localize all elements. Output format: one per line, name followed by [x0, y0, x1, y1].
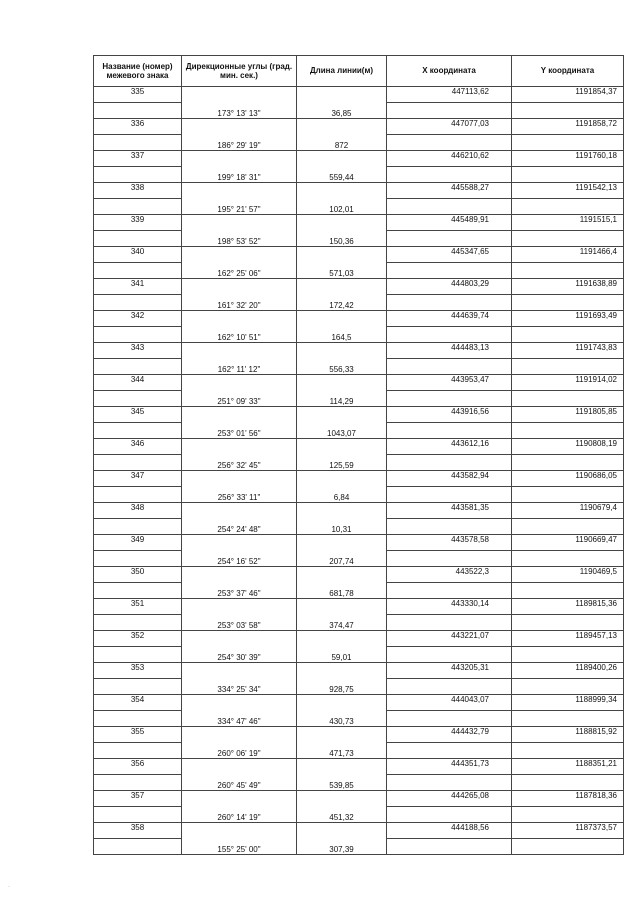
- line-length: 207,74: [297, 551, 387, 567]
- point-name: 349: [94, 535, 182, 551]
- point-name: 339: [94, 215, 182, 231]
- empty-cell: [182, 695, 297, 711]
- direction-angle: 254° 16' 52": [182, 551, 297, 567]
- table-row: [94, 327, 624, 343]
- point-name: 341: [94, 279, 182, 295]
- empty-cell: [182, 663, 297, 679]
- empty-cell: [297, 215, 387, 231]
- empty-cell: [512, 807, 624, 823]
- direction-angle: 260° 06' 19": [182, 743, 297, 759]
- x-coordinate: 444265,08: [387, 791, 512, 807]
- y-coordinate: 1190686,05: [512, 471, 624, 487]
- direction-angle: 260° 45' 49": [182, 775, 297, 791]
- x-coordinate: 444803,29: [387, 279, 512, 295]
- y-coordinate: 1188351,21: [512, 759, 624, 775]
- point-name: 337: [94, 151, 182, 167]
- table-row: [94, 599, 624, 615]
- empty-cell: [182, 471, 297, 487]
- table-row: [94, 135, 624, 151]
- empty-cell: [387, 839, 512, 855]
- table-row: [94, 535, 624, 551]
- line-length: 430,73: [297, 711, 387, 727]
- empty-cell: [297, 407, 387, 423]
- table-row: [94, 391, 624, 407]
- line-length: 1043,07: [297, 423, 387, 439]
- empty-cell: [297, 439, 387, 455]
- header-x: X координата: [387, 56, 512, 87]
- empty-cell: [94, 135, 182, 151]
- empty-cell: [182, 535, 297, 551]
- direction-angle: 256° 33' 11": [182, 487, 297, 503]
- table-row: [94, 231, 624, 247]
- direction-angle: 186° 29' 19": [182, 135, 297, 151]
- empty-cell: [512, 359, 624, 375]
- empty-cell: [94, 679, 182, 695]
- direction-angle: 253° 01' 56": [182, 423, 297, 439]
- point-name: 342: [94, 311, 182, 327]
- empty-cell: [387, 167, 512, 183]
- empty-cell: [182, 343, 297, 359]
- line-length: 928,75: [297, 679, 387, 695]
- empty-cell: [512, 167, 624, 183]
- x-coordinate: 444043,07: [387, 695, 512, 711]
- y-coordinate: 1190669,47: [512, 535, 624, 551]
- empty-cell: [94, 487, 182, 503]
- y-coordinate: 1190469,5: [512, 567, 624, 583]
- empty-cell: [182, 631, 297, 647]
- x-coordinate: 443522,3: [387, 567, 512, 583]
- empty-cell: [297, 727, 387, 743]
- y-coordinate: 1187373,57: [512, 823, 624, 839]
- empty-cell: [387, 423, 512, 439]
- empty-cell: [297, 279, 387, 295]
- direction-angle: 253° 03' 58": [182, 615, 297, 631]
- empty-cell: [297, 375, 387, 391]
- empty-cell: [297, 471, 387, 487]
- table-row: [94, 87, 624, 103]
- y-coordinate: 1189815,36: [512, 599, 624, 615]
- empty-cell: [297, 791, 387, 807]
- x-coordinate: 444483,13: [387, 343, 512, 359]
- empty-cell: [182, 823, 297, 839]
- line-length: 150,36: [297, 231, 387, 247]
- table-row: [94, 119, 624, 135]
- empty-cell: [512, 391, 624, 407]
- direction-angle: 198° 53' 52": [182, 231, 297, 247]
- empty-cell: [297, 503, 387, 519]
- empty-cell: [182, 247, 297, 263]
- empty-cell: [297, 311, 387, 327]
- empty-cell: [94, 167, 182, 183]
- y-coordinate: 1191805,85: [512, 407, 624, 423]
- y-coordinate: 1188999,34: [512, 695, 624, 711]
- empty-cell: [297, 599, 387, 615]
- empty-cell: [94, 423, 182, 439]
- table-row: [94, 647, 624, 663]
- empty-cell: [94, 327, 182, 343]
- empty-cell: [94, 295, 182, 311]
- header-name: Название (номер) межевого знака: [94, 56, 182, 87]
- direction-angle: 162° 11' 12": [182, 359, 297, 375]
- empty-cell: [297, 343, 387, 359]
- empty-cell: [512, 327, 624, 343]
- empty-cell: [297, 247, 387, 263]
- point-name: 354: [94, 695, 182, 711]
- x-coordinate: 444639,74: [387, 311, 512, 327]
- direction-angle: 173° 13' 13": [182, 103, 297, 119]
- table-row: [94, 839, 624, 855]
- point-name: 338: [94, 183, 182, 199]
- table-row: [94, 807, 624, 823]
- page-mark: ·: [8, 884, 10, 890]
- direction-angle: 256° 32' 45": [182, 455, 297, 471]
- empty-cell: [512, 295, 624, 311]
- direction-angle: 260° 14' 19": [182, 807, 297, 823]
- empty-cell: [182, 183, 297, 199]
- table-row: [94, 151, 624, 167]
- empty-cell: [387, 583, 512, 599]
- line-length: 471,73: [297, 743, 387, 759]
- empty-cell: [387, 391, 512, 407]
- empty-cell: [512, 711, 624, 727]
- line-length: 164,5: [297, 327, 387, 343]
- y-coordinate: 1191914,02: [512, 375, 624, 391]
- line-length: 681,78: [297, 583, 387, 599]
- line-length: 10,31: [297, 519, 387, 535]
- table-row: [94, 263, 624, 279]
- empty-cell: [94, 615, 182, 631]
- table-row: [94, 359, 624, 375]
- empty-cell: [297, 759, 387, 775]
- direction-angle: 251° 09' 33": [182, 391, 297, 407]
- empty-cell: [182, 439, 297, 455]
- point-name: 346: [94, 439, 182, 455]
- line-length: 6,84: [297, 487, 387, 503]
- y-coordinate: 1190679,4: [512, 503, 624, 519]
- direction-angle: 162° 10' 51": [182, 327, 297, 343]
- x-coordinate: 443582,94: [387, 471, 512, 487]
- line-length: 59,01: [297, 647, 387, 663]
- empty-cell: [94, 199, 182, 215]
- empty-cell: [297, 695, 387, 711]
- point-name: 358: [94, 823, 182, 839]
- table-row: [94, 103, 624, 119]
- empty-cell: [512, 455, 624, 471]
- empty-cell: [512, 679, 624, 695]
- x-coordinate: 445347,65: [387, 247, 512, 263]
- empty-cell: [297, 823, 387, 839]
- empty-cell: [182, 215, 297, 231]
- point-name: 352: [94, 631, 182, 647]
- empty-cell: [94, 743, 182, 759]
- direction-angle: 162° 25' 06": [182, 263, 297, 279]
- empty-cell: [182, 279, 297, 295]
- table-row: [94, 791, 624, 807]
- x-coordinate: 444351,73: [387, 759, 512, 775]
- direction-angle: 253° 37' 46": [182, 583, 297, 599]
- empty-cell: [387, 487, 512, 503]
- line-length: 172,42: [297, 295, 387, 311]
- x-coordinate: 444188,56: [387, 823, 512, 839]
- x-coordinate: 447113,62: [387, 87, 512, 103]
- point-name: 336: [94, 119, 182, 135]
- x-coordinate: 443221,07: [387, 631, 512, 647]
- empty-cell: [182, 503, 297, 519]
- empty-cell: [182, 759, 297, 775]
- line-length: 307,39: [297, 839, 387, 855]
- point-name: 345: [94, 407, 182, 423]
- empty-cell: [94, 839, 182, 855]
- direction-angle: 254° 30' 39": [182, 647, 297, 663]
- empty-cell: [512, 231, 624, 247]
- empty-cell: [182, 87, 297, 103]
- direction-angle: 254° 24' 48": [182, 519, 297, 535]
- line-length: 571,03: [297, 263, 387, 279]
- empty-cell: [94, 775, 182, 791]
- point-name: 344: [94, 375, 182, 391]
- line-length: 374,47: [297, 615, 387, 631]
- table-row: [94, 519, 624, 535]
- line-length: 556,33: [297, 359, 387, 375]
- table-row: [94, 567, 624, 583]
- empty-cell: [387, 551, 512, 567]
- empty-cell: [182, 375, 297, 391]
- x-coordinate: 443330,14: [387, 599, 512, 615]
- line-length: 114,29: [297, 391, 387, 407]
- table-row: [94, 407, 624, 423]
- point-name: 350: [94, 567, 182, 583]
- empty-cell: [297, 535, 387, 551]
- point-name: 356: [94, 759, 182, 775]
- empty-cell: [182, 791, 297, 807]
- empty-cell: [297, 663, 387, 679]
- table-row: [94, 695, 624, 711]
- empty-cell: [297, 119, 387, 135]
- table-row: [94, 247, 624, 263]
- x-coordinate: 445489,91: [387, 215, 512, 231]
- x-coordinate: 443581,35: [387, 503, 512, 519]
- table-row: [94, 551, 624, 567]
- empty-cell: [387, 103, 512, 119]
- line-length: 451,32: [297, 807, 387, 823]
- table-row: [94, 439, 624, 455]
- table-row: [94, 503, 624, 519]
- empty-cell: [297, 151, 387, 167]
- x-coordinate: 443578,58: [387, 535, 512, 551]
- table-row: [94, 615, 624, 631]
- empty-cell: [387, 327, 512, 343]
- y-coordinate: 1187818,36: [512, 791, 624, 807]
- empty-cell: [512, 583, 624, 599]
- table-row: [94, 279, 624, 295]
- y-coordinate: 1189400,26: [512, 663, 624, 679]
- point-name: 347: [94, 471, 182, 487]
- table-row: [94, 199, 624, 215]
- table-row: [94, 375, 624, 391]
- y-coordinate: 1191542,13: [512, 183, 624, 199]
- empty-cell: [387, 199, 512, 215]
- empty-cell: [512, 487, 624, 503]
- empty-cell: [94, 263, 182, 279]
- x-coordinate: 443953,47: [387, 375, 512, 391]
- empty-cell: [387, 647, 512, 663]
- direction-angle: 199° 18' 31": [182, 167, 297, 183]
- empty-cell: [387, 775, 512, 791]
- empty-cell: [512, 423, 624, 439]
- x-coordinate: 443916,56: [387, 407, 512, 423]
- line-length: 125,59: [297, 455, 387, 471]
- empty-cell: [512, 743, 624, 759]
- point-name: 340: [94, 247, 182, 263]
- point-name: 355: [94, 727, 182, 743]
- empty-cell: [387, 807, 512, 823]
- table-row: [94, 343, 624, 359]
- y-coordinate: 1191760,18: [512, 151, 624, 167]
- empty-cell: [512, 263, 624, 279]
- x-coordinate: 443205,31: [387, 663, 512, 679]
- empty-cell: [94, 647, 182, 663]
- header-row: [94, 56, 624, 87]
- line-length: 539,85: [297, 775, 387, 791]
- empty-cell: [387, 711, 512, 727]
- direction-angle: 334° 25' 34": [182, 679, 297, 695]
- y-coordinate: 1191638,89: [512, 279, 624, 295]
- y-coordinate: 1191858,72: [512, 119, 624, 135]
- table-row: [94, 183, 624, 199]
- x-coordinate: 443612,16: [387, 439, 512, 455]
- empty-cell: [94, 583, 182, 599]
- empty-cell: [387, 743, 512, 759]
- table-row: [94, 215, 624, 231]
- direction-angle: 334° 47' 46": [182, 711, 297, 727]
- empty-cell: [512, 775, 624, 791]
- header-y: Y координата: [512, 56, 624, 87]
- empty-cell: [387, 679, 512, 695]
- empty-cell: [182, 407, 297, 423]
- point-name: 343: [94, 343, 182, 359]
- point-name: 353: [94, 663, 182, 679]
- table-row: [94, 423, 624, 439]
- line-length: 102,01: [297, 199, 387, 215]
- table-row: [94, 583, 624, 599]
- table-row: [94, 743, 624, 759]
- empty-cell: [94, 711, 182, 727]
- empty-cell: [387, 231, 512, 247]
- point-name: 335: [94, 87, 182, 103]
- y-coordinate: 1191854,37: [512, 87, 624, 103]
- direction-angle: 161° 32' 20": [182, 295, 297, 311]
- table-row: [94, 295, 624, 311]
- empty-cell: [297, 87, 387, 103]
- x-coordinate: 446210,62: [387, 151, 512, 167]
- empty-cell: [387, 135, 512, 151]
- table-row: [94, 471, 624, 487]
- empty-cell: [387, 359, 512, 375]
- line-length: 872: [297, 135, 387, 151]
- empty-cell: [512, 647, 624, 663]
- x-coordinate: 447077,03: [387, 119, 512, 135]
- empty-cell: [512, 135, 624, 151]
- table-row: [94, 487, 624, 503]
- x-coordinate: 444432,79: [387, 727, 512, 743]
- point-name: 351: [94, 599, 182, 615]
- empty-cell: [182, 311, 297, 327]
- empty-cell: [512, 519, 624, 535]
- empty-cell: [512, 103, 624, 119]
- y-coordinate: 1191743,83: [512, 343, 624, 359]
- line-length: 559,44: [297, 167, 387, 183]
- empty-cell: [94, 359, 182, 375]
- header-length: Длина линии(м): [297, 56, 387, 87]
- table-row: [94, 311, 624, 327]
- table-row: [94, 759, 624, 775]
- empty-cell: [94, 391, 182, 407]
- line-length: 36,85: [297, 103, 387, 119]
- empty-cell: [387, 455, 512, 471]
- table-row: [94, 455, 624, 471]
- empty-cell: [512, 551, 624, 567]
- y-coordinate: 1191515,1: [512, 215, 624, 231]
- table-body: [94, 87, 624, 855]
- coordinates-table: [93, 55, 624, 855]
- table-row: [94, 775, 624, 791]
- table-row: [94, 711, 624, 727]
- direction-angle: 155° 25' 00": [182, 839, 297, 855]
- y-coordinate: 1191693,49: [512, 311, 624, 327]
- table-row: [94, 167, 624, 183]
- empty-cell: [387, 295, 512, 311]
- table-row: [94, 823, 624, 839]
- empty-cell: [94, 231, 182, 247]
- empty-cell: [512, 839, 624, 855]
- table-row: [94, 631, 624, 647]
- empty-cell: [387, 519, 512, 535]
- table-row: [94, 663, 624, 679]
- empty-cell: [94, 519, 182, 535]
- empty-cell: [182, 727, 297, 743]
- empty-cell: [387, 615, 512, 631]
- empty-cell: [387, 263, 512, 279]
- y-coordinate: 1190808,19: [512, 439, 624, 455]
- empty-cell: [297, 183, 387, 199]
- header-angle: Дирекционные углы (град. мин. сек.): [182, 56, 297, 87]
- point-name: 357: [94, 791, 182, 807]
- empty-cell: [512, 615, 624, 631]
- x-coordinate: 445588,27: [387, 183, 512, 199]
- empty-cell: [182, 119, 297, 135]
- empty-cell: [512, 199, 624, 215]
- y-coordinate: 1189457,13: [512, 631, 624, 647]
- empty-cell: [94, 103, 182, 119]
- empty-cell: [182, 599, 297, 615]
- y-coordinate: 1191466,4: [512, 247, 624, 263]
- table-row: [94, 679, 624, 695]
- y-coordinate: 1188815,92: [512, 727, 624, 743]
- table-row: [94, 727, 624, 743]
- empty-cell: [297, 567, 387, 583]
- direction-angle: 195° 21' 57": [182, 199, 297, 215]
- empty-cell: [182, 567, 297, 583]
- empty-cell: [297, 631, 387, 647]
- empty-cell: [182, 151, 297, 167]
- empty-cell: [94, 455, 182, 471]
- point-name: 348: [94, 503, 182, 519]
- empty-cell: [94, 551, 182, 567]
- empty-cell: [94, 807, 182, 823]
